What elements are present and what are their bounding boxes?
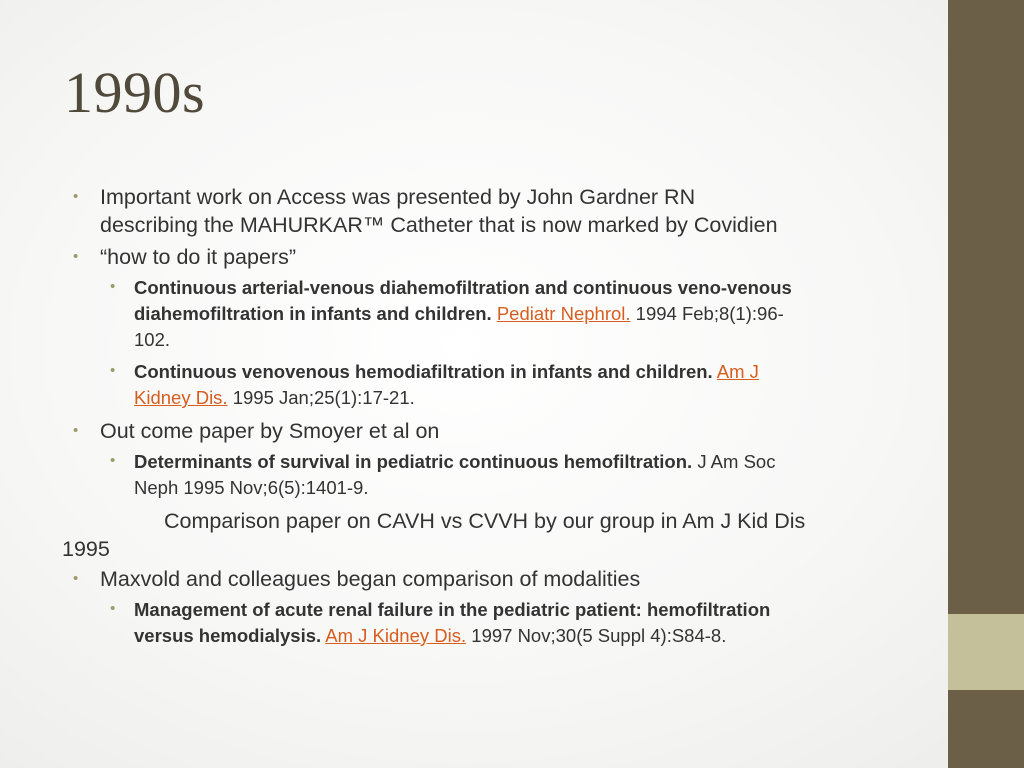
reference-title: Continuous arterial-venous diahemofiltration and continuous veno-venous [134,277,792,298]
bullet-item [73,243,940,271]
journal-link[interactable]: Am J [716,361,759,382]
bullet-dot-icon: • [73,248,79,265]
journal-link[interactable]: Kidney Dis. [134,387,228,408]
journal-link[interactable]: Pediatr Nephrol. [496,303,631,324]
slide-title: 1990s [64,60,206,125]
bullet-dot-icon: • [110,600,116,617]
bullet-item [73,565,940,593]
citation-details: Neph 1995 Nov;6(5):1401-9. [134,477,369,498]
bullet-text: Maxvold and colleagues began comparison of modalities [100,567,641,591]
citation-details: 1997 Nov;30(5 Suppl 4):S84-8. [471,625,727,646]
bullet-text: Out come paper by Smoyer et al on [100,419,440,443]
reference-title: Determinants of survival in pediatric continuous hemofiltration. [134,451,693,472]
reference-title: diahemofiltration in infants and children. [134,303,492,324]
citation-details: J Am Soc [697,451,776,472]
bullet-text: Important work on Access was presented by John Gardner RN [100,185,696,209]
citation-details: 1994 Feb;8(1):96- [635,303,784,324]
bullet-text: describing the MAHURKAR™ Catheter that is now marked by Covidien [100,213,778,237]
citation-details: 102. [134,329,171,350]
sub-bullet-item [110,597,900,649]
paragraph-text: 1995 [62,537,110,561]
reference-title: Continuous venovenous hemodiafiltration in infants and children. [134,361,713,382]
reference-title: Management of acute renal failure in the pediatric patient: hemofiltration [134,599,771,620]
bullet-dot-icon: • [73,570,79,587]
bullet-item [73,417,940,445]
reference-title: versus hemodialysis. [134,625,322,646]
comparison-paragraph [0,507,940,563]
bullet-dot-icon: • [73,422,79,439]
citation-details: 1995 Jan;25(1):17-21. [232,387,415,408]
bullet-dot-icon: • [110,278,116,295]
journal-link[interactable]: Am J Kidney Dis. [325,625,467,646]
slide-content [0,183,940,655]
sub-bullet-item [110,359,900,411]
decorative-side-band-accent [948,614,1024,690]
bullet-item [73,183,940,239]
bullet-dot-icon: • [73,188,79,205]
bullet-dot-icon: • [110,362,116,379]
sub-bullet-item [110,275,900,353]
paragraph-text: Comparison paper on CAVH vs CVVH by our group in Am J Kid Dis [164,509,806,533]
bullet-text: “how to do it papers” [100,245,296,269]
sub-bullet-item [110,449,900,501]
bullet-dot-icon: • [110,452,116,469]
